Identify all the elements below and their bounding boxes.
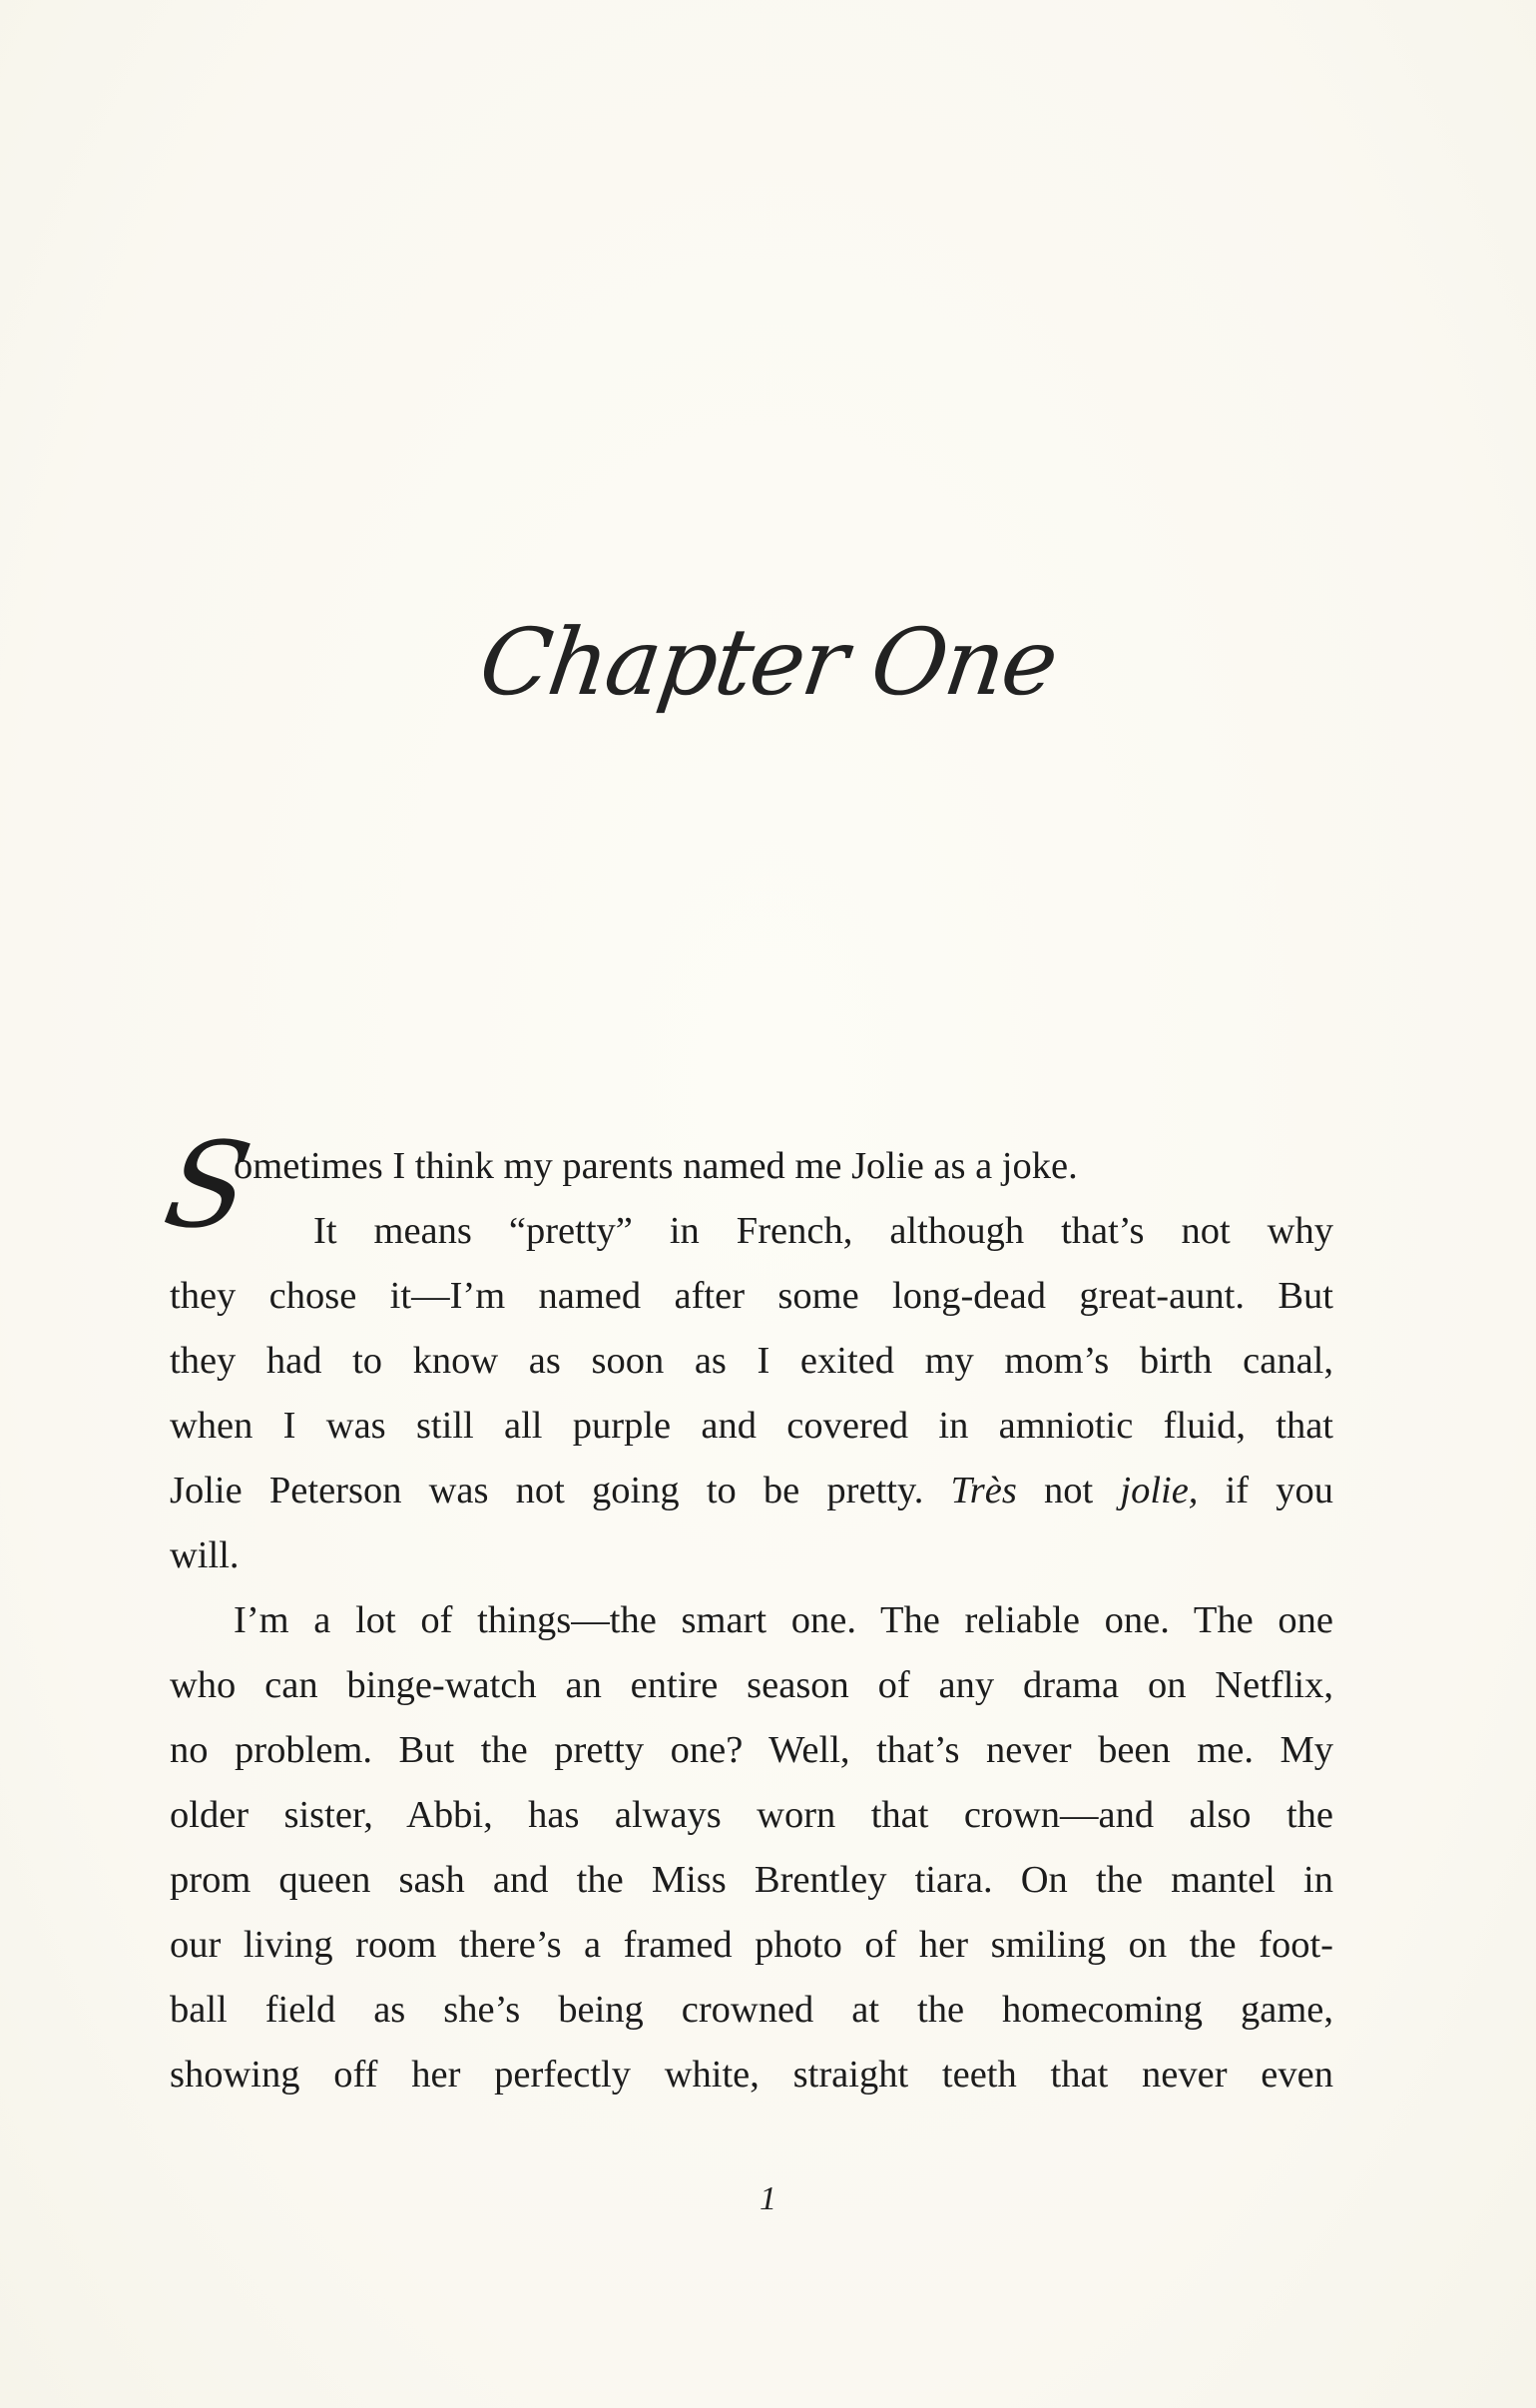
body-text bbox=[170, 1134, 1333, 2107]
text-line: they chose it—I’m named after some long-dead great-aunt. But bbox=[170, 1275, 1333, 1317]
text-line: It means “pretty” in French, although that’s not why bbox=[313, 1210, 1333, 1252]
text-line: when I was still all purple and covered in amniotic fluid, that bbox=[170, 1405, 1333, 1447]
text-line: our living room there’s a framed photo of her smiling on the foot- bbox=[170, 1924, 1333, 1966]
text-line: will. bbox=[170, 1534, 240, 1576]
page-number: 1 bbox=[760, 2180, 776, 2217]
drop-cap: S bbox=[155, 1116, 261, 1254]
text-line-mixed bbox=[170, 1459, 1333, 1523]
text-line: older sister, Abbi, has always worn that crown—and also the bbox=[170, 1794, 1333, 1836]
italic-word: jolie, bbox=[1120, 1470, 1199, 1511]
text-segment: if you bbox=[1225, 1470, 1334, 1511]
text-segment: Jolie Peterson was not going to be pretty. bbox=[170, 1470, 924, 1511]
text-line: no problem. But the pretty one? Well, that’s never been me. My bbox=[170, 1729, 1333, 1771]
text-line: they had to know as soon as I exited my mom’s birth canal, bbox=[170, 1340, 1333, 1382]
text-line: prom queen sash and the Miss Brentley tiara. On the mantel in bbox=[170, 1859, 1333, 1901]
text-line: showing off her perfectly white, straight teeth that never even bbox=[170, 2054, 1333, 2096]
italic-word: Très bbox=[950, 1470, 1017, 1511]
text-line: I’m a lot of things—the smart one. The reliable one. The one bbox=[234, 1599, 1333, 1641]
chapter-title: Chapter One bbox=[473, 609, 1063, 716]
text-segment: not bbox=[1044, 1470, 1094, 1511]
text-line: who can binge-watch an entire season of any drama on Netflix, bbox=[170, 1664, 1333, 1706]
text-line: ometimes I think my parents named me Jolie as a joke. bbox=[234, 1145, 1078, 1187]
text-line: ball field as she’s being crowned at the homecoming game, bbox=[170, 1989, 1333, 2031]
